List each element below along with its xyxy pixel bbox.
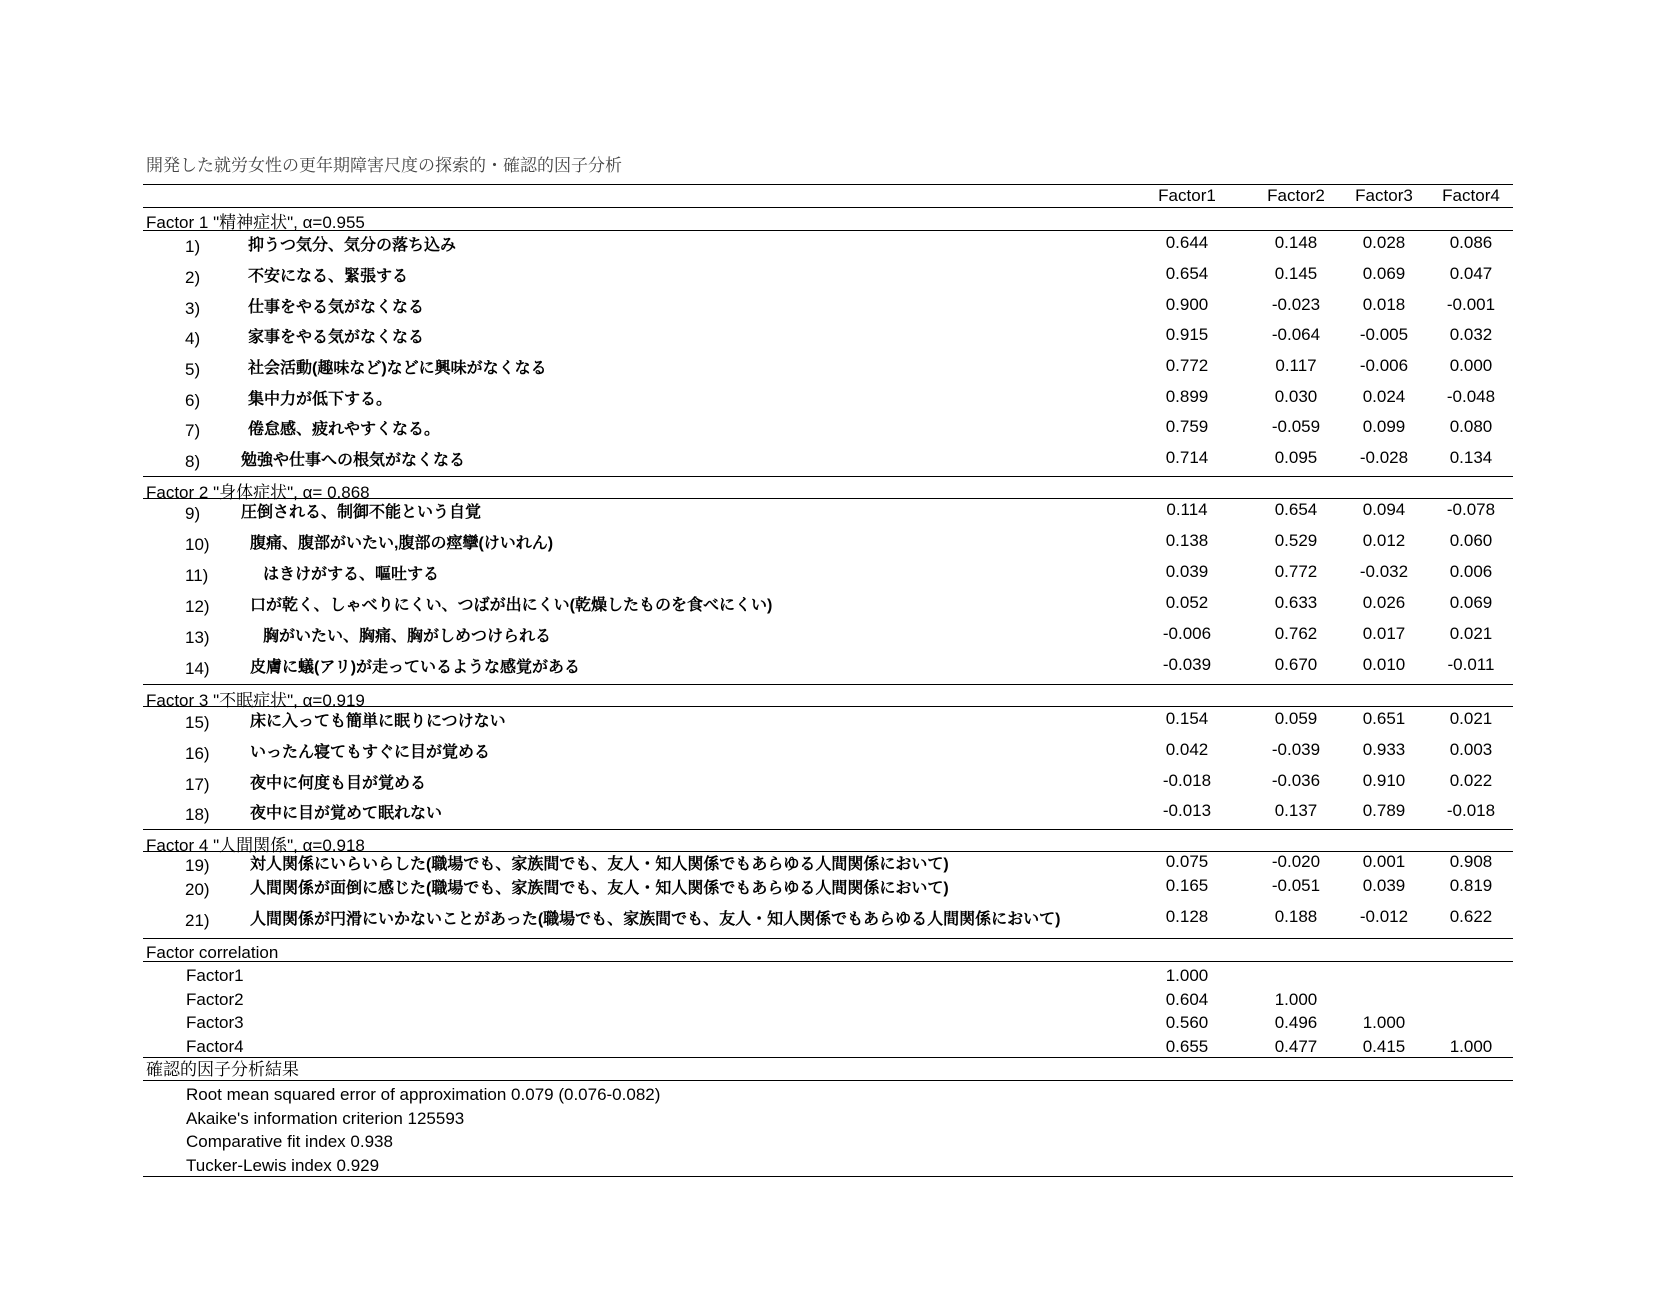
loading-value: -0.023 — [1271, 295, 1321, 314]
item-number: 12) — [185, 597, 210, 616]
item-number: 3) — [185, 299, 201, 318]
loading-value: 0.059 — [1274, 709, 1318, 728]
item-text: 家事をやる気がなくなる — [248, 329, 425, 346]
loading-value: 0.021 — [1449, 709, 1493, 728]
loading-value: 0.789 — [1362, 801, 1406, 820]
loading-value: 0.900 — [1165, 295, 1209, 314]
correlation-value: 0.477 — [1274, 1037, 1318, 1056]
loading-value: 0.819 — [1449, 876, 1493, 895]
section-label: Factor 2 "身体症状", α= 0.868 — [146, 483, 370, 502]
item-number: 2) — [185, 268, 201, 287]
loading-value: 0.022 — [1449, 771, 1493, 790]
item-text: 勉強や仕事への根気がなくなる — [241, 452, 466, 469]
loading-value: 0.529 — [1274, 531, 1318, 550]
table-top-rule — [143, 184, 1513, 185]
loading-value: -0.013 — [1162, 801, 1212, 820]
correlation-row-name: Factor4 — [186, 1037, 244, 1056]
loading-value: 0.024 — [1362, 387, 1406, 406]
section-label: Factor 3 "不眠症状", α=0.919 — [146, 691, 365, 710]
column-header-factor4: Factor4 — [1442, 186, 1500, 205]
item-number: 19) — [185, 856, 210, 875]
item-text: はきけがする、嘔吐する — [263, 566, 440, 583]
section-top-rule — [143, 476, 1513, 477]
loading-value: -0.078 — [1446, 500, 1496, 519]
loading-value: 0.010 — [1362, 655, 1406, 674]
item-text: 床に入っても簡単に眠りにつけない — [250, 713, 506, 730]
loading-value: 0.069 — [1362, 264, 1406, 283]
loading-value: 0.080 — [1449, 417, 1493, 436]
loading-value: 0.086 — [1449, 233, 1493, 252]
loading-value: -0.012 — [1359, 907, 1409, 926]
loading-value: 0.908 — [1449, 852, 1493, 871]
loading-value: 0.001 — [1362, 852, 1406, 871]
loading-value: -0.006 — [1162, 624, 1212, 643]
item-text: 対人関係にいらいらした(職場でも、家族間でも、友人・知人関係でもあらゆる人間関係において) — [250, 856, 949, 873]
section-header-rule — [143, 230, 1513, 231]
loading-value: 0.670 — [1274, 655, 1318, 674]
loading-value: 0.017 — [1362, 624, 1406, 643]
fit-index-line: Root mean squared error of approximation 0.079 (0.076-0.082) — [186, 1085, 661, 1104]
loading-value: 0.772 — [1165, 356, 1209, 375]
item-number: 18) — [185, 805, 210, 824]
loading-value: 0.095 — [1274, 448, 1318, 467]
loading-value: 0.154 — [1165, 709, 1209, 728]
loading-value: -0.048 — [1446, 387, 1496, 406]
loading-value: 0.012 — [1362, 531, 1406, 550]
loading-value: -0.011 — [1447, 655, 1495, 674]
correlation-value: 0.415 — [1362, 1037, 1406, 1056]
item-text: 口が乾く、しゃべりにくい、つばが出にくい(乾燥したものを食べにくい) — [250, 597, 773, 614]
loading-value: 0.039 — [1362, 876, 1406, 895]
item-text: 腹痛、腹部がいたい,腹部の痙攣(けいれん) — [250, 535, 554, 552]
loading-value: 0.094 — [1362, 500, 1406, 519]
loading-value: 0.644 — [1165, 233, 1209, 252]
item-text: 社会活動(趣味など)などに興味がなくなる — [248, 360, 547, 377]
loading-value: -0.018 — [1162, 771, 1212, 790]
correlation-value: 1.000 — [1165, 966, 1209, 985]
loading-value: -0.032 — [1359, 562, 1409, 581]
item-number: 8) — [185, 452, 201, 471]
table-title: 開発した就労女性の更年期障害尺度の探索的・確認的因子分析 — [146, 156, 622, 175]
correlation-value: 1.000 — [1274, 990, 1318, 1009]
item-text: 集中力が低下する。 — [248, 391, 393, 408]
correlation-value: 0.604 — [1165, 990, 1209, 1009]
loading-value: -0.005 — [1359, 325, 1409, 344]
item-text: 倦怠感、疲れやすくなる。 — [248, 421, 441, 438]
correlation-row-name: Factor1 — [186, 966, 244, 985]
loading-value: 0.933 — [1362, 740, 1406, 759]
loading-value: -0.059 — [1271, 417, 1321, 436]
item-number: 7) — [185, 421, 201, 440]
loading-value: 0.915 — [1165, 325, 1209, 344]
loading-value: -0.051 — [1271, 876, 1321, 895]
item-number: 16) — [185, 744, 210, 763]
fit-index-line: Tucker-Lewis index 0.929 — [186, 1156, 380, 1175]
item-number: 1) — [185, 237, 201, 256]
loading-value: 0.188 — [1274, 907, 1318, 926]
section-label: Factor 1 "精神症状", α=0.955 — [146, 213, 365, 232]
loading-value: 0.910 — [1362, 771, 1406, 790]
loading-value: -0.020 — [1271, 852, 1321, 871]
loading-value: -0.018 — [1446, 801, 1496, 820]
item-number: 4) — [185, 329, 201, 348]
item-number: 20) — [185, 880, 210, 899]
loading-value: 0.899 — [1165, 387, 1209, 406]
table-bottom-rule — [143, 1176, 1513, 1177]
loading-value: 0.651 — [1362, 709, 1406, 728]
correlation-top-rule — [143, 938, 1513, 939]
section-top-rule — [143, 829, 1513, 830]
cfa-top-rule — [143, 1057, 1513, 1058]
loading-value: -0.028 — [1359, 448, 1409, 467]
loading-value: 0.633 — [1274, 593, 1318, 612]
correlation-row-name: Factor2 — [186, 990, 244, 1009]
loading-value: -0.036 — [1271, 771, 1321, 790]
loading-value: -0.039 — [1271, 740, 1321, 759]
loading-value: -0.006 — [1359, 356, 1409, 375]
item-number: 17) — [185, 775, 210, 794]
item-number: 11) — [185, 566, 209, 585]
header-bottom-rule — [143, 207, 1513, 208]
loading-value: -0.064 — [1271, 325, 1321, 344]
loading-value: 0.137 — [1274, 801, 1318, 820]
item-text: 抑うつ気分、気分の落ち込み — [248, 237, 457, 254]
correlation-value: 0.655 — [1165, 1037, 1209, 1056]
loading-value: 0.099 — [1362, 417, 1406, 436]
fit-index-line: Akaike's information criterion 125593 — [186, 1109, 465, 1128]
item-number: 6) — [185, 391, 201, 410]
loading-value: 0.052 — [1165, 593, 1209, 612]
item-text: いったん寝てもすぐに目が覚める — [250, 744, 491, 761]
loading-value: 0.075 — [1165, 852, 1209, 871]
loading-value: 0.145 — [1274, 264, 1318, 283]
loading-value: 0.000 — [1449, 356, 1493, 375]
correlation-row-name: Factor3 — [186, 1013, 244, 1032]
item-number: 15) — [185, 713, 210, 732]
loading-value: 0.117 — [1275, 356, 1317, 375]
loading-value: 0.018 — [1362, 295, 1406, 314]
loading-value: 0.006 — [1449, 562, 1493, 581]
loading-value: 0.026 — [1362, 593, 1406, 612]
loading-value: 0.134 — [1449, 448, 1493, 467]
item-number: 21) — [185, 911, 210, 930]
column-header-factor1: Factor1 — [1158, 186, 1216, 205]
loading-value: 0.654 — [1274, 500, 1318, 519]
loading-value: 0.622 — [1449, 907, 1493, 926]
loading-value: 0.032 — [1449, 325, 1493, 344]
fit-index-line: Comparative fit index 0.938 — [186, 1132, 393, 1151]
item-text: 不安になる、緊張する — [248, 268, 409, 285]
item-number: 5) — [185, 360, 201, 379]
loading-value: 0.042 — [1165, 740, 1209, 759]
correlation-header-rule — [143, 961, 1513, 962]
item-text: 夜中に目が覚めて眠れない — [250, 805, 443, 822]
item-text: 人間関係が面倒に感じた(職場でも、家族間でも、友人・知人関係でもあらゆる人間関係において) — [250, 880, 949, 897]
loading-value: 0.003 — [1449, 740, 1493, 759]
loading-value: -0.001 — [1446, 295, 1496, 314]
loading-value: 0.714 — [1165, 448, 1209, 467]
item-number: 14) — [185, 659, 210, 678]
loading-value: 0.060 — [1449, 531, 1493, 550]
correlation-value: 1.000 — [1449, 1037, 1493, 1056]
loading-value: 0.772 — [1274, 562, 1318, 581]
section-top-rule — [143, 684, 1513, 685]
item-number: 10) — [185, 535, 210, 554]
loading-value: 0.114 — [1166, 500, 1208, 519]
loading-value: 0.148 — [1274, 233, 1318, 252]
correlation-value: 0.560 — [1165, 1013, 1209, 1032]
loading-value: 0.021 — [1449, 624, 1493, 643]
section-header-rule — [143, 706, 1513, 707]
loading-value: 0.039 — [1165, 562, 1209, 581]
loading-value: -0.039 — [1162, 655, 1212, 674]
item-text: 夜中に何度も目が覚める — [250, 775, 427, 792]
item-text: 圧倒される、制御不能という自覚 — [241, 504, 482, 521]
loading-value: 0.759 — [1165, 417, 1209, 436]
section-header-rule — [143, 498, 1513, 499]
item-number: 13) — [185, 628, 210, 647]
loading-value: 0.128 — [1165, 907, 1209, 926]
loading-value: 0.069 — [1449, 593, 1493, 612]
column-header-factor3: Factor3 — [1355, 186, 1413, 205]
item-number: 9) — [185, 504, 201, 523]
correlation-value: 1.000 — [1362, 1013, 1406, 1032]
loading-value: 0.028 — [1362, 233, 1406, 252]
item-text: 胸がいたい、胸痛、胸がしめつけられる — [263, 628, 552, 645]
loading-value: 0.138 — [1165, 531, 1209, 550]
item-text: 皮膚に蟻(アリ)が走っているような感覚がある — [250, 659, 581, 676]
correlation-label: Factor correlation — [146, 943, 279, 962]
column-header-factor2: Factor2 — [1267, 186, 1325, 205]
item-text: 仕事をやる気がなくなる — [248, 299, 425, 316]
section-label: Factor 4 "人間関係", α=0.918 — [146, 836, 365, 855]
loading-value: 0.762 — [1274, 624, 1318, 643]
loading-value: 0.654 — [1165, 264, 1209, 283]
loading-value: 0.047 — [1449, 264, 1493, 283]
loading-value: 0.030 — [1274, 387, 1318, 406]
cfa-header-rule — [143, 1080, 1513, 1081]
correlation-value: 0.496 — [1274, 1013, 1318, 1032]
loading-value: 0.165 — [1165, 876, 1209, 895]
cfa-label: 確認的因子分析結果 — [146, 1060, 299, 1079]
item-text: 人間関係が円滑にいかないことがあった(職場でも、家族間でも、友人・知人関係でもあらゆる人間関係において) — [250, 911, 1061, 928]
